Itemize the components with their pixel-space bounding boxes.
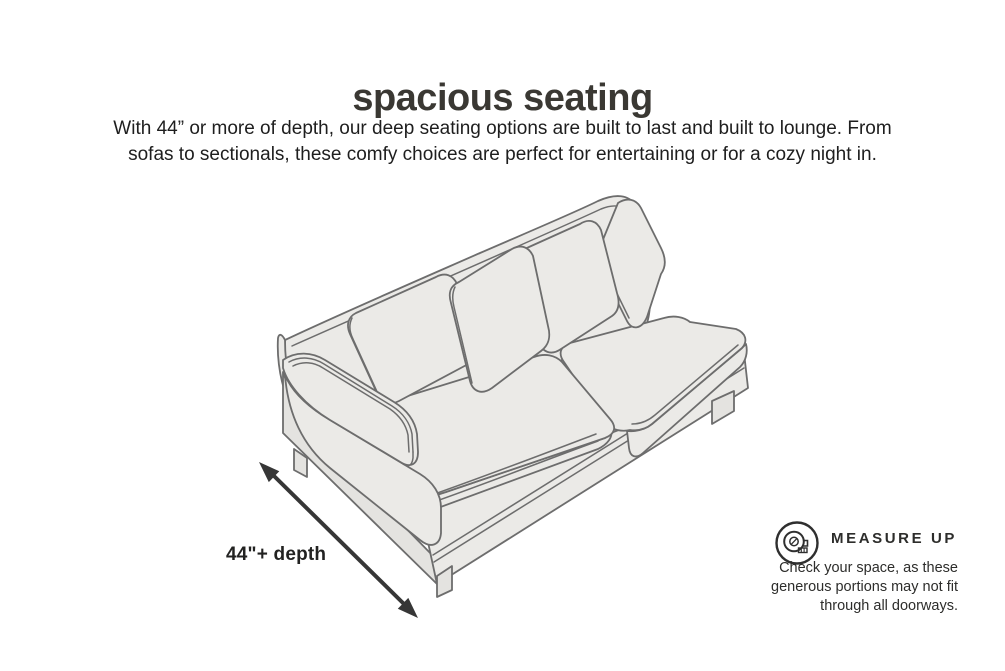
measure-up-note-line-2: generous portions may not fit xyxy=(771,579,958,595)
depth-dimension-label: 44"+ depth xyxy=(226,544,327,565)
measure-up-note-line-1: Check your space, as these xyxy=(779,560,958,576)
measure-up-note xyxy=(700,559,958,616)
measure-up-heading: MEASURE UP xyxy=(831,530,958,547)
page-title: spacious seating xyxy=(352,77,653,120)
measure-up-note-line-3: through all doorways. xyxy=(820,598,958,614)
intro-line-1: With 44” or more of depth, our deep seating options are built to last and built to lounge. From xyxy=(113,118,892,139)
intro-line-2: sofas to sectionals, these comfy choices are perfect for entertaining or for a cozy night in. xyxy=(128,144,877,165)
